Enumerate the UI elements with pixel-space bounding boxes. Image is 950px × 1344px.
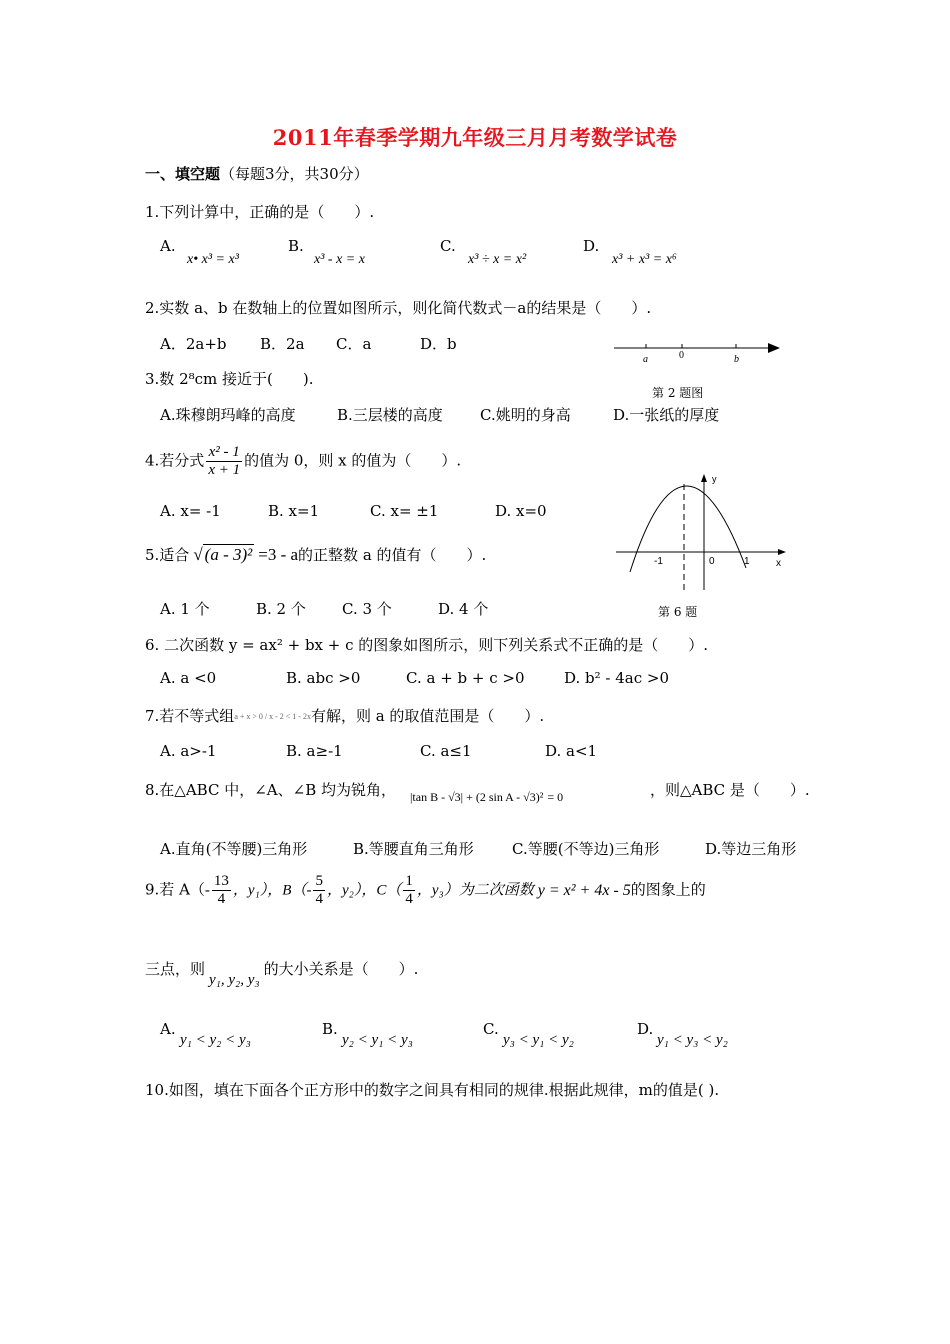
q5-option-d: D. 4 个 xyxy=(438,600,489,618)
q5-option-c: C. 3 个 xyxy=(342,600,392,618)
q6-figure-caption: 第 6 题 xyxy=(658,605,698,619)
q6-option-c: C. a + b + c >0 xyxy=(406,669,525,687)
tick-label-minus-1: -1 xyxy=(654,556,663,567)
x-axis-arrow xyxy=(778,549,786,555)
q9-line2 xyxy=(145,958,418,989)
x-label: x xyxy=(776,558,781,569)
section-note: （每题3分，共30分） xyxy=(220,165,369,183)
q9-vars: y₁, y₂, y₃ xyxy=(209,972,260,988)
q7-option-d: D. a<1 xyxy=(545,742,598,760)
q9-mid1: ，y₁），B（ xyxy=(232,882,307,899)
q8-equals: = 0 xyxy=(547,790,564,804)
q9-option-d-expr: y₁ < y₃ < y₂ xyxy=(657,1032,728,1048)
page-title: 2011年春季学期九年级三月月考数学试卷 xyxy=(272,125,678,150)
q7-stem xyxy=(145,705,544,726)
q5-option-a: A. 1 个 xyxy=(160,600,210,618)
q8-expression xyxy=(410,790,563,805)
q1-option-c-expr: x³ ÷ x = x² xyxy=(468,252,527,267)
q9-fraction-a-den: 4 xyxy=(217,891,226,907)
q9-function: y = x² + 4x - 5 xyxy=(537,881,631,899)
q9-option-a-label: A. xyxy=(160,1020,176,1038)
q9-fraction-c xyxy=(403,873,415,908)
section-title: 一、填空题 xyxy=(145,165,221,183)
q9-line2-post: 的大小关系是（ ）. xyxy=(263,960,419,978)
q4-denominator: x + 1 xyxy=(208,462,241,478)
q6-option-b: B. abc >0 xyxy=(286,669,361,687)
q5-radical: √ (a - 3)² xyxy=(193,545,253,564)
y-label: y xyxy=(712,474,717,484)
q9-pre: 9.若 A（ xyxy=(145,880,205,899)
label-0: 0 xyxy=(679,350,684,361)
q2-option-d: D．b xyxy=(420,335,457,353)
q9-option-c-expr: y₃ < y₁ < y₂ xyxy=(503,1032,574,1048)
q2-figure-caption: 第 2 题图 xyxy=(652,386,704,400)
q8-plus: + xyxy=(466,790,473,804)
q6-stem: 6. 二次函数 y = ax² + bx + c 的图象如图所示，则下列关系式不正确的是（ ）. xyxy=(145,636,709,654)
q9-fraction-b xyxy=(313,873,325,908)
q4-stem xyxy=(145,444,461,479)
label-b: b xyxy=(734,354,739,365)
q7-inequality-system: a + x > 0 / x - 2 < 1 - 2x xyxy=(234,713,311,721)
q8-stem-pre: 8.在△ABC 中，∠A、∠B 均为锐角， xyxy=(145,781,396,799)
q8-square-term: (2 sin A - √3)² xyxy=(475,790,544,804)
q9-fraction-b-den: 4 xyxy=(315,891,323,907)
q4-option-d: D. x=0 xyxy=(495,502,547,520)
q1-option-b-expr: x³ - x = x xyxy=(314,252,365,267)
q9-option-b-label: B. xyxy=(322,1020,338,1038)
q3-option-b: B.三层楼的高度 xyxy=(337,406,443,424)
q8-option-d: D.等边三角形 xyxy=(705,840,797,858)
q3-option-d: D.一张纸的厚度 xyxy=(613,406,720,424)
q1-option-d-expr: x³ + x³ = x⁶ xyxy=(612,252,677,267)
q9-post: 的图象上的 xyxy=(630,880,706,899)
q7-option-b: B. a≥-1 xyxy=(286,742,343,760)
q3-option-c: C.姚明的身高 xyxy=(480,406,571,424)
q9-stem: 9.若 A（- $\frac{13}{4}$ ，y₁），B（- $\frac{5}{4}$ ，y₂），C（ $\frac{1}{4}$ ，y₃）为二次函数 y = x² + 4x - 5的图象上的 xyxy=(145,873,706,907)
q9-option-a-expr: y₁ < y₂ < y₃ xyxy=(180,1032,251,1048)
q4-fraction xyxy=(206,444,242,479)
q1-stem: 1.下列计算中，正确的是（ ）. xyxy=(145,203,375,221)
q5-pre: 5.适合 xyxy=(145,546,190,564)
q4-pre: 4.若分式 xyxy=(145,451,205,470)
q2-option-b: B．2a xyxy=(260,335,305,353)
q3-stem: 3.数 2⁸cm 接近于( ). xyxy=(145,370,314,388)
q1-option-a-expr: x• x³ = x³ xyxy=(187,252,239,267)
q10-stem: 10.如图，填在下面各个正方形中的数字之间具有相同的规律.根据此规律，m的值是( ). xyxy=(145,1081,720,1099)
q7-pre: 7.若不等式组 xyxy=(145,707,235,725)
number-line-figure xyxy=(610,336,785,368)
q2-option-a: A．2a+b xyxy=(160,335,227,353)
q4-post: 的值为 0，则 x 的值为（ ）. xyxy=(244,451,462,470)
tick-label-1: 1 xyxy=(744,556,750,567)
q2-stem: 2.实数 a、b 在数轴上的位置如图所示，则化简代数式－a的结果是（ ）. xyxy=(145,299,652,317)
q9-mid2: ，y₂），C（ xyxy=(326,882,402,899)
q8-option-b: B.等腰直角三角形 xyxy=(353,840,474,858)
q9-fraction-a-num: 13 xyxy=(213,873,229,889)
q4-numerator: x² - 1 xyxy=(206,444,242,462)
y-axis-arrow xyxy=(701,474,707,482)
section-heading xyxy=(145,163,369,184)
label-a: a xyxy=(643,354,648,365)
q6-option-d: D. b² - 4ac >0 xyxy=(564,669,670,687)
parabola-curve xyxy=(630,486,746,572)
q4-option-a: A. x= -1 xyxy=(160,502,221,520)
q8-abs-term: |tan B - √3| xyxy=(410,790,464,804)
q9-fraction-b-num: 5 xyxy=(315,873,323,889)
q9-option-d-label: D. xyxy=(637,1020,654,1038)
q9-line2-pre: 三点，则 xyxy=(145,960,206,978)
q7-option-c: C. a≤1 xyxy=(420,742,472,760)
q2-option-c: C．a xyxy=(336,335,372,353)
q4-option-c: C. x= ±1 xyxy=(370,502,439,520)
q5-stem xyxy=(145,544,486,565)
q5-post: 的正整数 a 的值有（ ）. xyxy=(298,546,487,564)
q1-option-a-label: A. xyxy=(160,237,176,255)
q1-option-b-label: B. xyxy=(288,237,304,255)
q8-option-c: C.等腰(不等边)三角形 xyxy=(512,840,660,858)
q9-fraction-a xyxy=(212,873,231,908)
parabola-figure xyxy=(612,472,792,598)
q9-option-b-expr: y₂ < y₁ < y₃ xyxy=(342,1032,413,1048)
number-line-arrow xyxy=(768,343,780,353)
q9-fraction-c-num: 1 xyxy=(405,873,413,889)
q5-radicand: (a - 3)² xyxy=(204,545,253,564)
q7-post: 有解，则 a 的取值范围是（ ）. xyxy=(310,707,545,725)
q5-option-b: B. 2 个 xyxy=(256,600,306,618)
q8-option-a: A.直角(不等腰)三角形 xyxy=(160,840,308,858)
q9-option-c-label: C. xyxy=(483,1020,499,1038)
q5-equation: =3 - a xyxy=(258,545,299,564)
q9-fraction-c-den: 4 xyxy=(405,891,413,907)
q4-option-b: B. x=1 xyxy=(268,502,320,520)
q6-option-a: A. a <0 xyxy=(160,669,217,687)
tick-label-0: 0 xyxy=(709,556,715,567)
q9-mid3: ，y₃）为二次函数 xyxy=(416,882,534,899)
q1-option-c-label: C. xyxy=(440,237,456,255)
q3-option-a: A.珠穆朗玛峰的高度 xyxy=(160,406,296,424)
q8-stem-post: ，则△ABC 是（ ）. xyxy=(650,781,810,799)
q1-option-d-label: D. xyxy=(583,237,600,255)
q7-option-a: A. a>-1 xyxy=(160,742,217,760)
